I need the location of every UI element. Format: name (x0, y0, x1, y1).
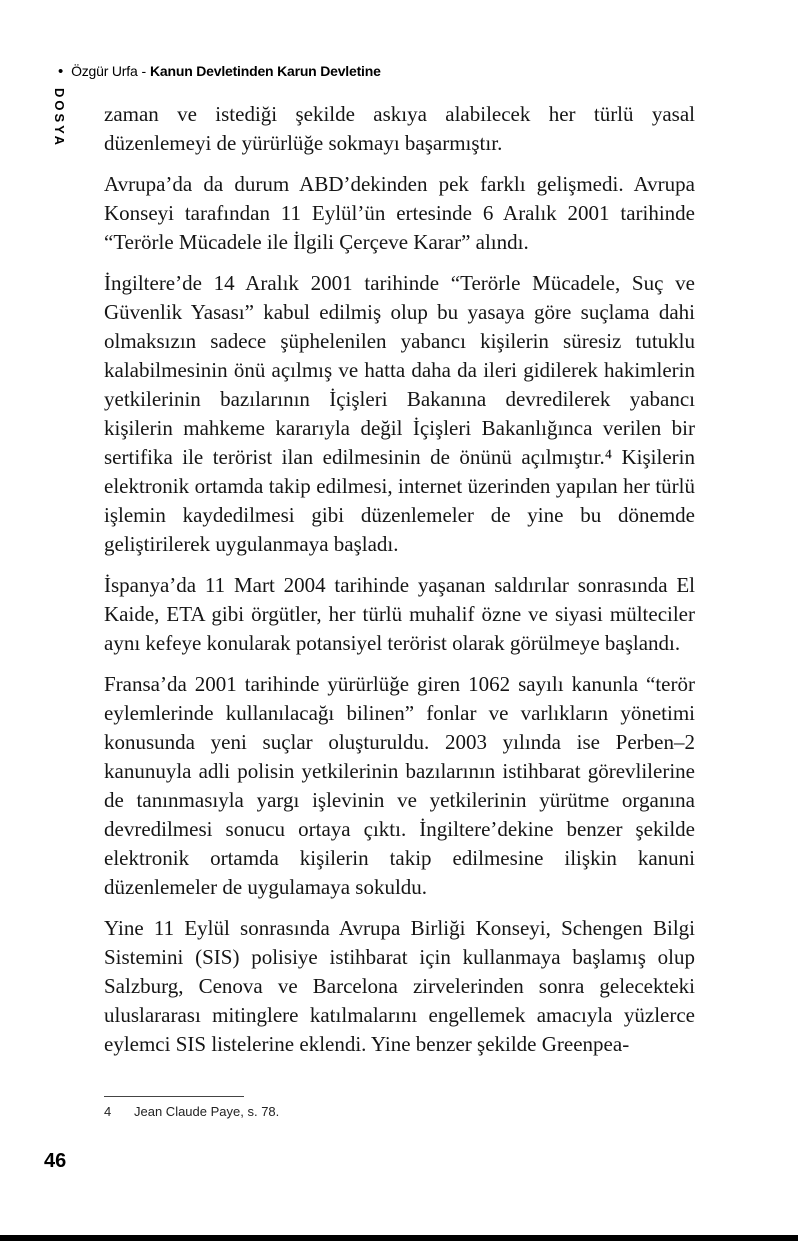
paragraph: zaman ve istediği şekilde askıya alabilecek her türlü yasal düzenlemeyi de yürürlüğe sokmayı başarmıştır. (104, 102, 695, 155)
footnote-separator-rule (104, 1096, 244, 1097)
page-number: 46 (44, 1150, 67, 1172)
paragraph: Avrupa’da da durum ABD’dekinden pek farklı gelişmedi. Avrupa Konseyi tarafından 11 Eylül’ün ertesinde 6 Aralık 2001 tarihinde “Terörle Mücadele ile İlgili Çerçeve Karar” alındı. (104, 172, 695, 254)
header-book-title: Kanun Devletinden Karun Devletine (150, 63, 381, 79)
header-author: Özgür Urfa (71, 63, 138, 79)
scan-edge-bar (0, 1235, 798, 1241)
header-bullet: • (58, 63, 64, 80)
paragraph: Yine 11 Eylül sonrasında Avrupa Birliği Konseyi, Schengen Bilgi Sistemini (SIS) polisiye istihbarat için kullanmaya başlamış olup Salzburg, Cenova ve Barcelona zirvelerinden sonra gelecekteki uluslararası mitinglere katılmalarını engellemek amacıyla yüzlerce eylemci SIS listelerine eklendi. Yine benzer şekilde Greenpea- (104, 916, 695, 1056)
body-text (104, 100, 695, 1071)
running-header (58, 63, 678, 80)
paragraph: Fransa’da 2001 tarihinde yürürlüğe giren 1062 sayılı kanunla “terör eylemlerinde kullanılacağı bilinen” fonlar ve varlıkların yönetimi konusunda yeni suçlar oluşturuldu. 2003 yılında ise Perben–2 kanunuyla adli polisin yetkilerinin bazılarının istihbarat görevlilerine de tanınmasıyla yargı işlevinin ve yetkilerinin yürütme organına devredilmesi sonucu ortaya çıktı. İngiltere’dekine benzer şekilde elektronik ortamda kişilerin takip edilmesine ilişkin kanuni düzenlemeler de uygulamaya sokuldu. (104, 672, 695, 899)
footnote-block (104, 1096, 695, 1119)
header-separator: - (141, 63, 146, 79)
margin-label-dosya: DOSYA (52, 88, 67, 149)
paragraph: İspanya’da 11 Mart 2004 tarihinde yaşanan saldırılar sonrasında El Kaide, ETA gibi örgütler, her türlü muhalif özne ve siyasi mülteciler aynı kefeye konularak potansiyel terörist olarak görülmeye başlandı. (104, 573, 695, 655)
paragraph: İngiltere’de 14 Aralık 2001 tarihinde “Terörle Mücadele, Suç ve Güvenlik Yasası” kabul edilmiş olup bu yasaya göre suçlama dahi olmaksızın sadece şüphelenilen yabancı kişilerin süresiz tutuklu kalabilmesinin önü açılmış ve hatta daha da ileri gidilerek hakimlerin yetkilerinin bazılarının İçişleri Bakanına devredilerek yabancı kişilerin mahkeme kararıyla değil İçişleri Bakanlığınca verilen bir sertifika ile terörist ilan edilmesinin de önünü açılmıştır.⁴ Kişilerin elektronik ortamda takip edilmesi, internet üzerinden yapılan her türlü işlemin kaydedilmesi gibi düzenlemeler de yine bu dönemde geliştirilerek uygulanmaya başladı. (104, 271, 695, 556)
footnote-number: 4 (104, 1104, 112, 1119)
footnote-text: Jean Claude Paye, s. 78. (134, 1104, 280, 1119)
footnote (104, 1104, 695, 1119)
